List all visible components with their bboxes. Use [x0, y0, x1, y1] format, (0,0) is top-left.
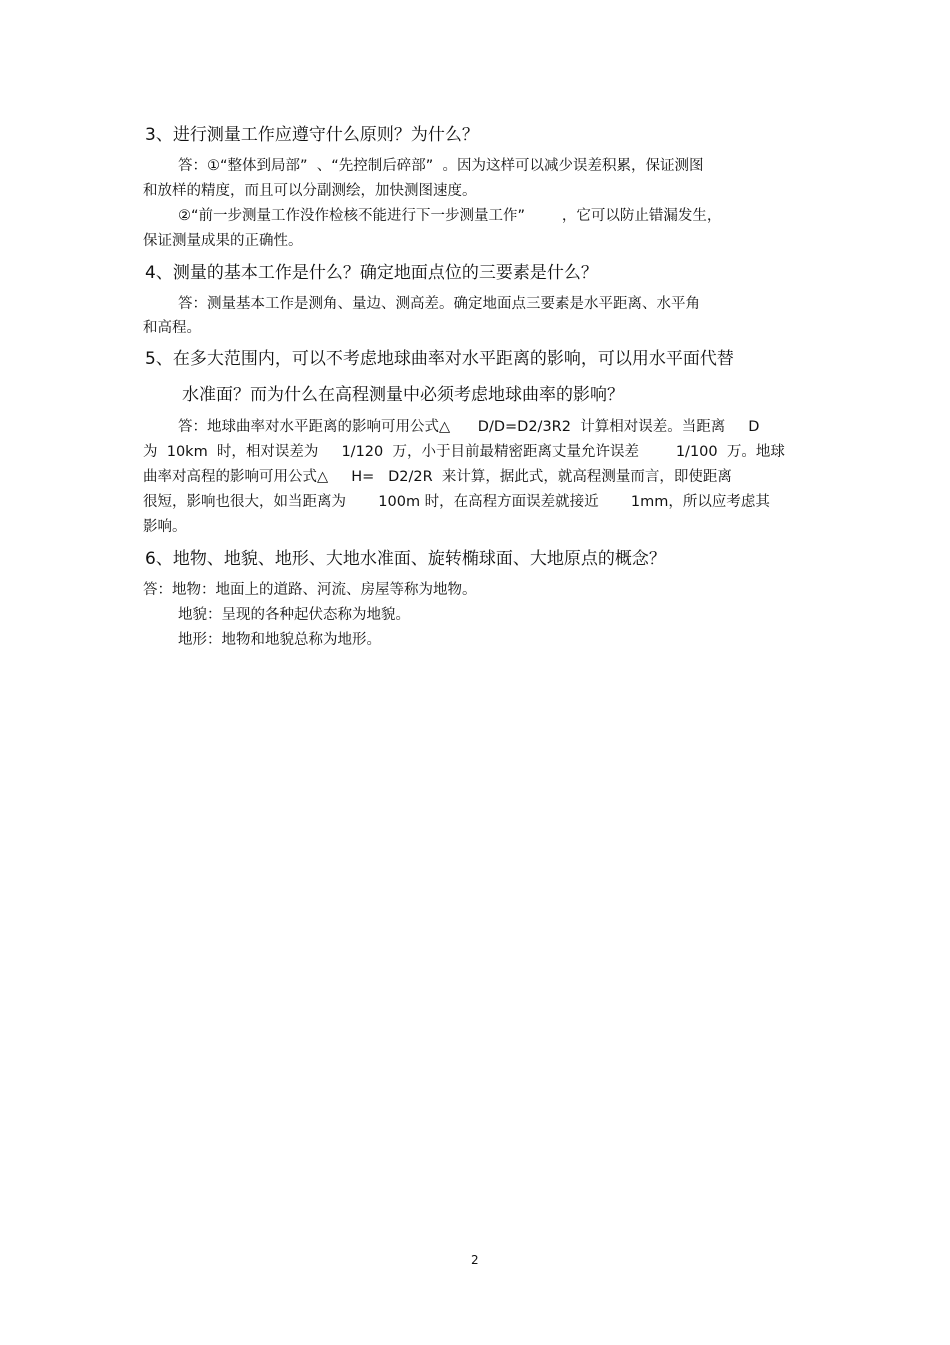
question-4-answer-line-1: 答：测量基本工作是测角、量边、测高差。确定地面点三要素是水平距离、水平角: [178, 296, 700, 312]
question-5-title-line-1: 5、在多大范围内，可以不考虑地球曲率对水平距离的影响，可以用水平面代替: [145, 349, 734, 369]
question-5-answer-line-1: 答：地球曲率对水平距离的影响可用公式△ D/D=D2/3R2 计算相对误差。当距离 D: [178, 419, 760, 435]
question-4-title: 4、测量的基本工作是什么？确定地面点位的三要素是什么？: [145, 263, 598, 283]
question-5-answer-line-2: 为 10km 时，相对误差为 1/120 万，小于目前最精密距离丈量允许误差 1/100 万。地球: [143, 444, 785, 460]
question-6-answer-line-1: 答：地物：地面上的道路、河流、房屋等称为地物。: [143, 582, 477, 598]
question-5-answer-line-5: 影响。: [143, 519, 187, 535]
question-5-answer-line-3: 曲率对高程的影响可用公式△ H= D2/2R 来计算，据此式，就高程测量而言，即使距离: [143, 469, 732, 485]
question-6-answer-line-2: 地貌：呈现的各种起伏态称为地貌。: [178, 607, 410, 623]
question-6-answer-line-3: 地形：地物和地貌总称为地形。: [178, 632, 381, 648]
question-3-answer-line-1: 答：①“整体到局部” 、“先控制后碎部” 。因为这样可以减少误差积累，保证测图: [178, 158, 704, 174]
question-3-answer-line-4: 保证测量成果的正确性。: [143, 233, 303, 249]
question-3-answer-line-3: ②“前一步测量工作没作检核不能进行下一步测量工作” ，它可以防止错漏发生，: [178, 208, 722, 224]
question-5-title-line-2: 水准面？而为什么在高程测量中必须考虑地球曲率的影响？: [182, 385, 624, 405]
question-3-answer-line-2: 和放样的精度，而且可以分副测绘，加快测图速度。: [143, 183, 477, 199]
question-3-title: 3、进行测量工作应遵守什么原则？为什么？: [145, 125, 479, 145]
question-4-answer-line-2: 和高程。: [143, 320, 201, 336]
question-6-title: 6、地物、地貌、地形、大地水准面、旋转椭球面、大地原点的概念？: [145, 549, 666, 569]
question-5-answer-line-4: 很短，影响也很大，如当距离为 100m 时，在高程方面误差就接近 1mm，所以应考虑其: [143, 494, 770, 510]
page-number: 2: [471, 1253, 479, 1267]
